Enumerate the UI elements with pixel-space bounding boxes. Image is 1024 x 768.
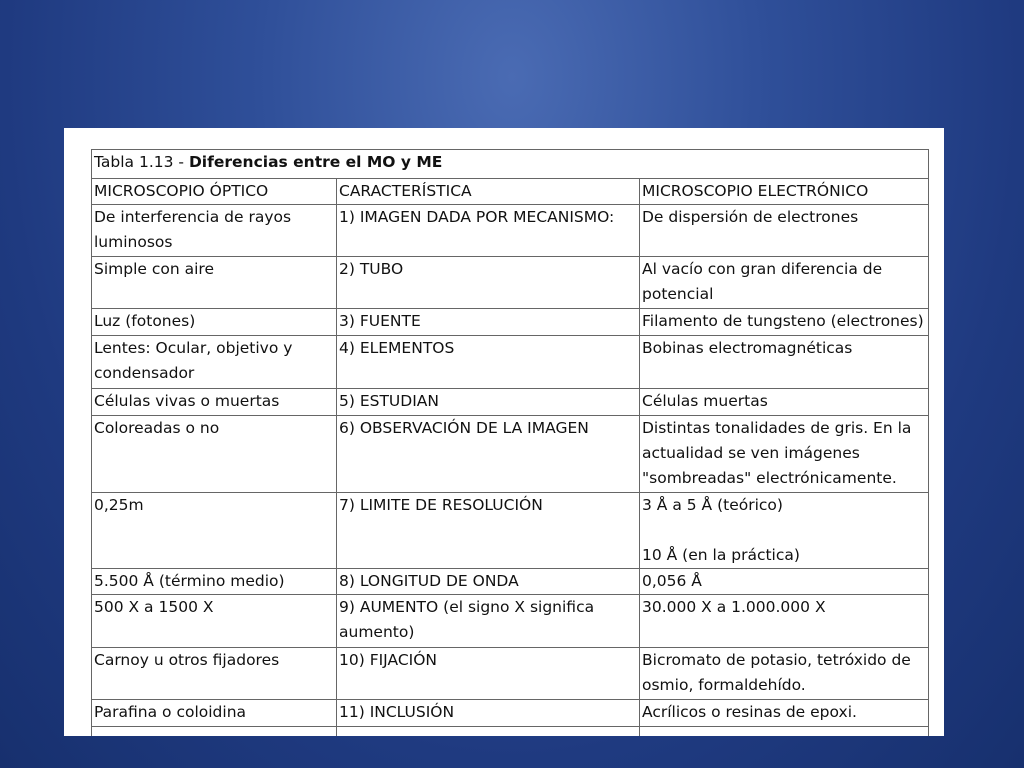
table-title-row bbox=[92, 150, 929, 179]
table-cell: Bicromato de potasio, tetróxido de osmio, formaldehído. bbox=[640, 648, 929, 700]
table-title-bold: Diferencias entre el MO y ME bbox=[188, 153, 443, 171]
table-cell: 2) TUBO bbox=[337, 257, 640, 309]
table-row bbox=[92, 389, 929, 416]
table-cell: Al vacío con gran diferencia de potencial bbox=[640, 257, 929, 309]
table-cell bbox=[92, 727, 337, 737]
table-row bbox=[92, 205, 929, 257]
table-cell: Coloreadas o no bbox=[92, 416, 337, 493]
table-cell bbox=[640, 727, 929, 737]
table-cell: Simple con aire bbox=[92, 257, 337, 309]
table-cell: 5) ESTUDIAN bbox=[337, 389, 640, 416]
table-cell: Acrílicos o resinas de epoxi. bbox=[640, 700, 929, 727]
table-title bbox=[92, 150, 929, 179]
table-row-clipped bbox=[92, 727, 929, 737]
table-cell: 10) FIJACIÓN bbox=[337, 648, 640, 700]
table-cell: Luz (fotones) bbox=[92, 309, 337, 336]
table-row bbox=[92, 257, 929, 309]
table-row bbox=[92, 336, 929, 389]
table-cell: De interferencia de rayos luminosos bbox=[92, 205, 337, 257]
table-cell: Parafina o coloidina bbox=[92, 700, 337, 727]
table-cell: 5.500 Å (término medio) bbox=[92, 569, 337, 595]
table-row bbox=[92, 416, 929, 493]
table-row bbox=[92, 493, 929, 569]
table-cell: 9) AUMENTO (el signo X significa aumento) bbox=[337, 595, 640, 648]
table-cell: Carnoy u otros fijadores bbox=[92, 648, 337, 700]
header-cell-mo: MICROSCOPIO ÓPTICO bbox=[92, 179, 337, 205]
table-cell: 3) FUENTE bbox=[337, 309, 640, 336]
table-header-row bbox=[92, 179, 929, 205]
table-cell: 11) INCLUSIÓN bbox=[337, 700, 640, 727]
header-cell-me: MICROSCOPIO ELECTRÓNICO bbox=[640, 179, 929, 205]
table-row bbox=[92, 648, 929, 700]
table-cell: 0,25m bbox=[92, 493, 337, 569]
header-cell-caracteristica: CARACTERÍSTICA bbox=[337, 179, 640, 205]
table-cell bbox=[337, 727, 640, 737]
table-cell: 500 X a 1500 X bbox=[92, 595, 337, 648]
table-row bbox=[92, 309, 929, 336]
table-cell: 0,056 Å bbox=[640, 569, 929, 595]
table-cell: 4) ELEMENTOS bbox=[337, 336, 640, 389]
table-cell: Células vivas o muertas bbox=[92, 389, 337, 416]
table-cell: Lentes: Ocular, objetivo y condensador bbox=[92, 336, 337, 389]
table-image bbox=[64, 128, 944, 736]
table-cell: 30.000 X a 1.000.000 X bbox=[640, 595, 929, 648]
table-cell: Distintas tonalidades de gris. En la actualidad se ven imágenes "sombreadas" electrónicamente. bbox=[640, 416, 929, 493]
table-row bbox=[92, 595, 929, 648]
table-title-prefix: Tabla 1.13 - bbox=[94, 153, 189, 171]
comparison-table bbox=[91, 149, 929, 736]
table-row bbox=[92, 569, 929, 595]
table-cell: Células muertas bbox=[640, 389, 929, 416]
table-cell: 3 Å a 5 Å (teórico) 10 Å (en la práctica) bbox=[640, 493, 929, 569]
table-cell: 1) IMAGEN DADA POR MECANISMO: bbox=[337, 205, 640, 257]
table-cell: Filamento de tungsteno (electrones) bbox=[640, 309, 929, 336]
table-row bbox=[92, 700, 929, 727]
table-cell: 7) LIMITE DE RESOLUCIÓN bbox=[337, 493, 640, 569]
table-cell: Bobinas electromagnéticas bbox=[640, 336, 929, 389]
table-cell: 6) OBSERVACIÓN DE LA IMAGEN bbox=[337, 416, 640, 493]
table-cell: De dispersión de electrones bbox=[640, 205, 929, 257]
table-cell: 8) LONGITUD DE ONDA bbox=[337, 569, 640, 595]
